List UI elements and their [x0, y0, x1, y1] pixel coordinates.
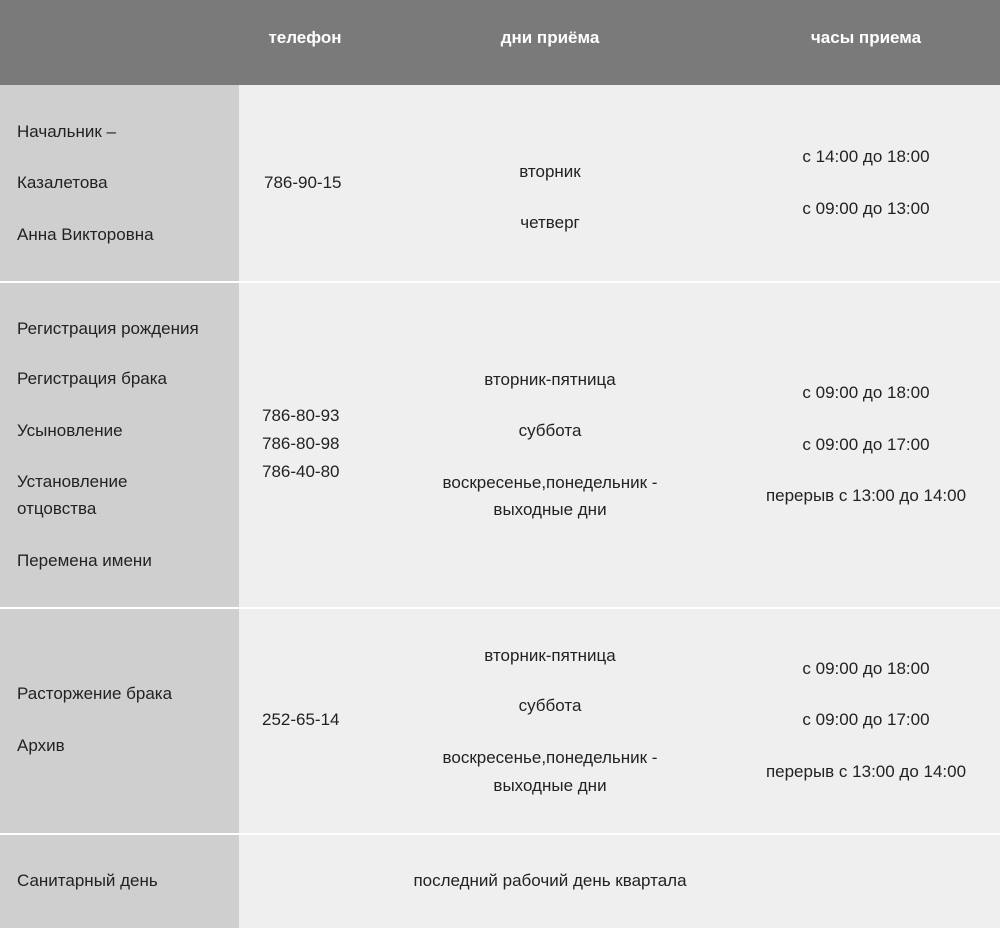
days-text: вторник-пятница [484, 370, 616, 389]
phone-number: 786-90-15 [264, 173, 342, 192]
phone-number: 786-80-98 [262, 434, 340, 453]
days-text: четверг [520, 213, 580, 232]
name-line: Установление [17, 472, 128, 491]
header-days: дни приёма [500, 28, 600, 47]
hours-text: с 09:00 до 18:00 [802, 659, 930, 678]
table-row [0, 85, 1000, 281]
name-line: Усыновление [17, 421, 123, 440]
days-text: вторник [519, 162, 581, 181]
days-text: суббота [518, 421, 582, 440]
hours-text: с 09:00 до 17:00 [802, 435, 930, 454]
table-row [0, 283, 1000, 607]
days-text: воскресенье,понедельник - [442, 473, 658, 492]
table-row [0, 835, 1000, 928]
hours-text: с 14:00 до 18:00 [802, 147, 930, 166]
name-line: Начальник – [17, 122, 116, 141]
name-line: Санитарный день [17, 871, 158, 890]
hours-text: перерыв с 13:00 до 14:00 [765, 486, 967, 505]
table-row [0, 609, 1000, 833]
name-line: Анна Викторовна [17, 225, 154, 244]
name-line: Расторжение брака [17, 684, 173, 703]
days-text: воскресенье,понедельник - [442, 748, 658, 767]
days-text: вторник-пятница [484, 646, 616, 665]
hours-text: с 09:00 до 13:00 [802, 199, 930, 218]
phone-number: 786-80-93 [262, 406, 340, 425]
phone-number: 252-65-14 [262, 710, 340, 729]
sanitary-day-note: последний рабочий день квартала [413, 871, 687, 890]
name-line: Регистрация брака [17, 369, 168, 388]
days-text: выходные дни [493, 776, 607, 795]
hours-text: с 09:00 до 18:00 [802, 383, 930, 402]
name-line: отцовства [17, 499, 97, 518]
table-header [0, 0, 1000, 85]
days-text: выходные дни [493, 500, 607, 519]
name-line: Казалетова [17, 173, 108, 192]
header-phone: телефон [268, 28, 342, 47]
name-line: Перемена имени [17, 551, 152, 570]
name-line: Архив [17, 736, 65, 755]
name-line: Регистрация рождения [17, 319, 199, 338]
hours-text: перерыв с 13:00 до 14:00 [765, 762, 967, 781]
hours-text: с 09:00 до 17:00 [802, 710, 930, 729]
days-text: суббота [518, 696, 582, 715]
phone-number: 786-40-80 [262, 462, 340, 481]
header-hours: часы приема [810, 28, 922, 47]
